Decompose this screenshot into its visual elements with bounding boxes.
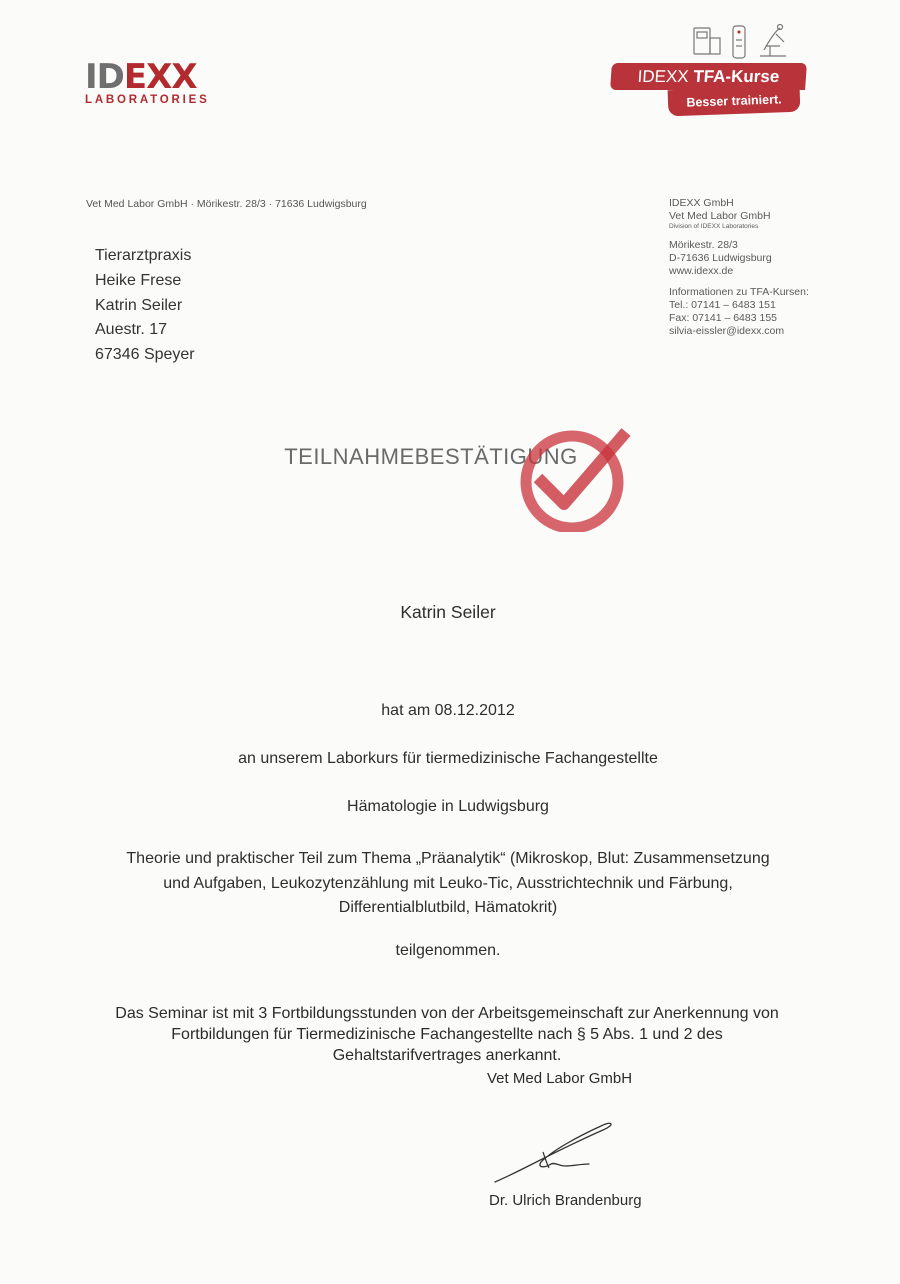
company-info (669, 197, 809, 338)
seminar-line: Gehaltstarifvertrages anerkannt. (332, 1047, 562, 1064)
participated-line: teilgenommen. (395, 942, 501, 959)
course-title: Hämatologie in Ludwigsburg (347, 798, 549, 815)
company-division: Vet Med Labor GmbH (669, 210, 771, 222)
address-line: Auestr. 17 (95, 321, 168, 339)
date-line (0, 702, 896, 720)
participant-name: Katrin Seiler (400, 602, 496, 622)
address-line: Tierarztpraxis (95, 247, 192, 264)
company-info-label: Informationen zu TFA-Kursen: (669, 286, 809, 298)
document-title: TEILNAHMEBESTÄTIGUNG (284, 444, 578, 469)
badge-tagline: Besser trainiert. (668, 86, 801, 117)
checkmark-stamp-icon (516, 424, 632, 532)
recipient-address (95, 244, 195, 368)
seminar-line: Fortbildungen für Tiermedizinische Fachangestellte nach § 5 Abs. 1 und 2 des (171, 1026, 723, 1043)
microscope-icon (760, 25, 786, 57)
description-line: und Aufgaben, Leukozytenzählung mit Leuko-Tic, Ausstrichtechnik und Färbung, (163, 874, 733, 892)
phone-device-icon (733, 26, 745, 58)
address-line: 67346 Speyer (95, 346, 195, 364)
logo-wordmark-right: EXX (123, 57, 197, 97)
issuing-organization: Vet Med Labor GmbH (487, 1070, 633, 1087)
logo-wordmark-left: ID (85, 57, 124, 97)
date-prefix: hat am (381, 702, 431, 719)
badge-product: TFA-Kurse (692, 67, 781, 86)
address-line: Heike Frese (95, 271, 182, 289)
description-line: Differentialblutbild, Hämatokrit) (338, 899, 558, 916)
company-web-link[interactable]: www.idexx.de (669, 265, 734, 277)
logo-subtitle: LABORATORIES (85, 94, 210, 106)
company-division-note: Division of IDEXX Laboratories (669, 223, 759, 230)
analyzer-icon (694, 28, 720, 54)
company-email-link[interactable]: silvia-eissler@idexx.com (669, 325, 785, 337)
company-fax: Fax: 07141 – 6483 155 (669, 312, 778, 324)
course-date: 08.12.2012 (434, 702, 515, 719)
course-description (0, 847, 896, 921)
handwritten-signature (493, 1122, 623, 1186)
company-street: Mörikestr. 28/3 (669, 239, 738, 251)
logo-wordmark (85, 57, 225, 97)
sender-line: Vet Med Labor GmbH · Mörikestr. 28/3 · 71636 Ludwigsburg (86, 198, 367, 210)
description-line: Theorie und praktischer Teil zum Thema „Präanalytik“ (Mikroskop, Blut: Zusammensetzung (126, 850, 770, 867)
seminar-note (0, 1003, 894, 1066)
address-line: Katrin Seiler (95, 296, 183, 314)
company-tel: Tel.: 07141 – 6483 151 (669, 299, 776, 311)
company-city: D-71636 Ludwigsburg (669, 252, 772, 264)
seminar-line: Das Seminar ist mit 3 Fortbildungsstunden von der Arbeitsgemeinschaft zur Anerkennung von (115, 1005, 779, 1022)
course-line: an unserem Laborkurs für tiermedizinische Fachangestellte (238, 750, 658, 767)
signer-name: Dr. Ulrich Brandenburg (489, 1192, 642, 1209)
idexx-logo (85, 57, 225, 106)
company-name: IDEXX GmbH (669, 197, 734, 209)
badge-brand: IDEXX (636, 67, 690, 86)
badge-icons (690, 22, 790, 62)
